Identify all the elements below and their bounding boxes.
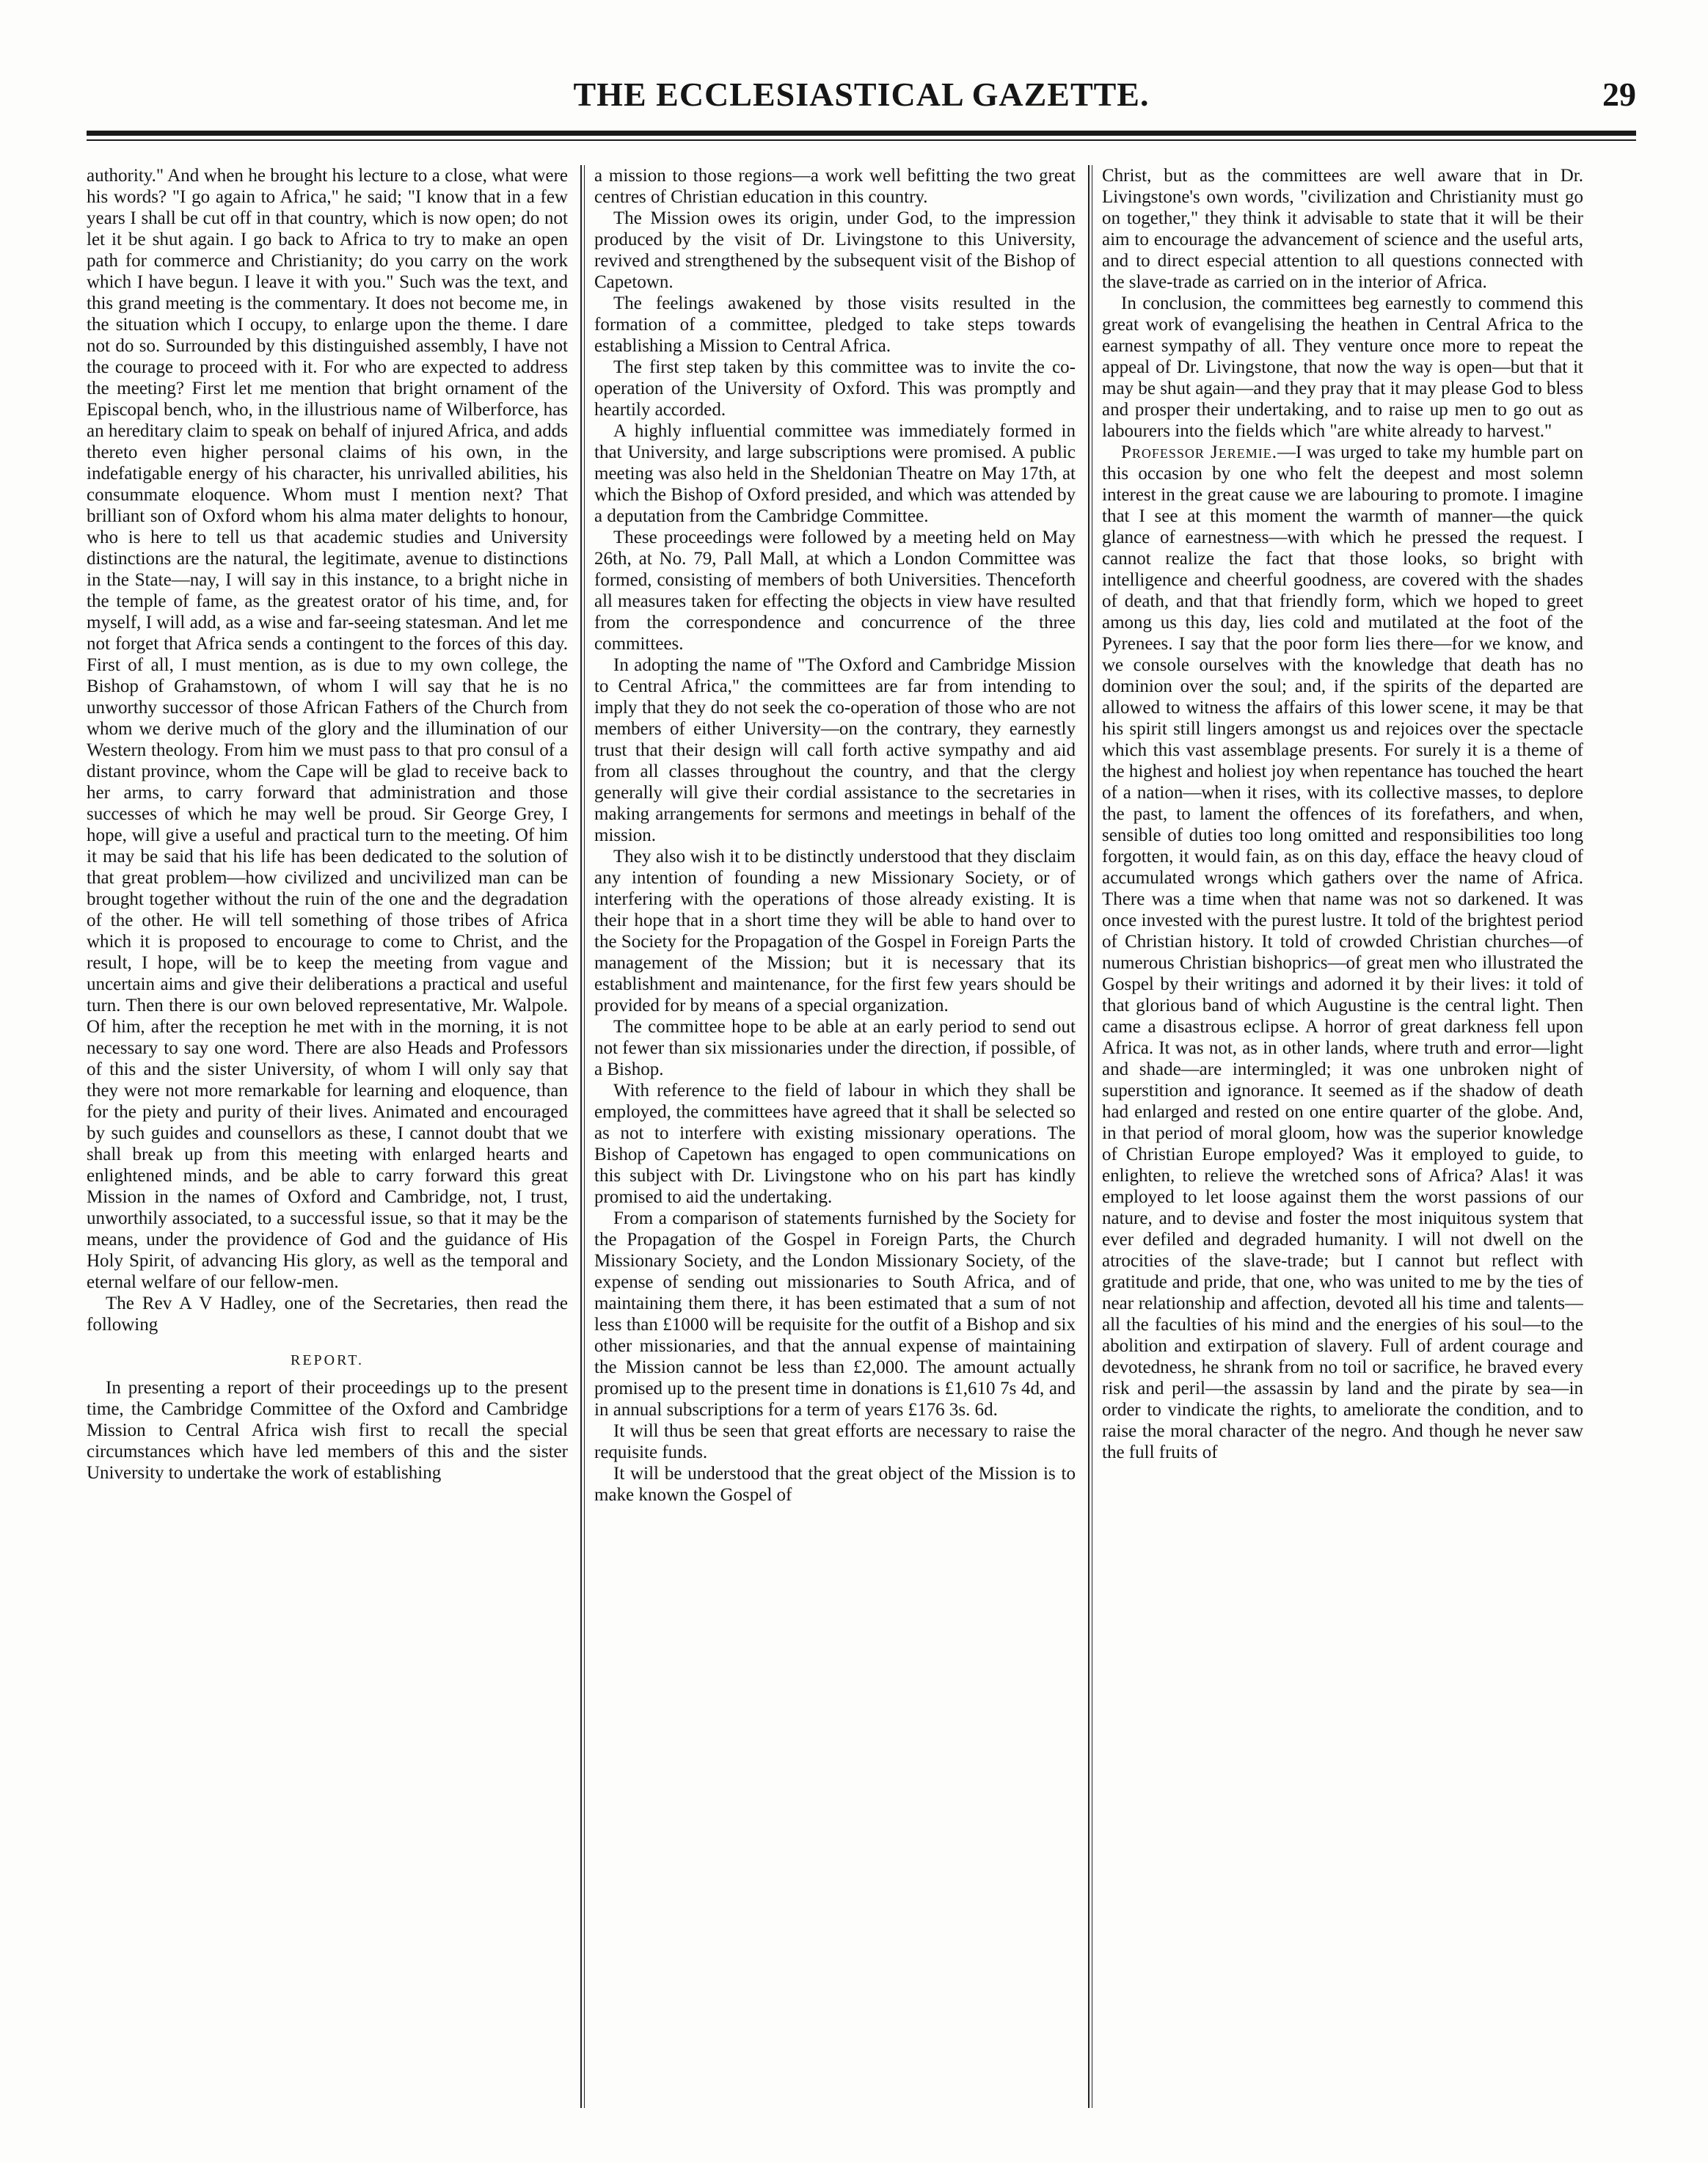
speaker-name: Professor Jeremie. xyxy=(1121,442,1277,462)
paragraph: These proceedings were followed by a meeting held on May 26th, at No. 79, Pall Mall, at which a London Committee was formed, consisting of members of both Universities. Thenceforth all measures taken for effecting the objects in view have resulted from the correspondence and concurrence of the three committees. xyxy=(594,528,1076,654)
paragraph: In adopting the name of "The Oxford and Cambridge Mission to Central Africa," the committees are far from intending to imply that they do not seek the co-operation of those who are not members of either University—on the contrary, they earnestly trust that their design will call forth active sympathy and aid from all classes throughout the country, and that the clergy generally will give their cordial assistance to the secretaries in making arrangements for sermons and meetings in behalf of the mission. xyxy=(594,655,1076,845)
column-middle xyxy=(594,165,1076,2108)
paragraph: With reference to the field of labour in which they shall be employed, the committees have agreed that it shall be selected so as not to interfere with existing missionary operations. The Bishop of Capetown has engaged to open communications on this subject with Dr. Livingstone who on his part has kindly promised to aid the undertaking. xyxy=(594,1081,1076,1207)
column-left xyxy=(87,165,568,2108)
paragraph: The Rev A V Hadley, one of the Secretaries, then read the following xyxy=(87,1294,568,1335)
paragraph: The Mission owes its origin, under God, to the impression produced by the visit of Dr. Livingstone to this University, revived and strengthened by the subsequent visit of the Bishop of Capetown. xyxy=(594,208,1076,292)
paragraph: authority." And when he brought his lecture to a close, what were his words? "I go again to Africa," he said; "I know that in a few years I shall be cut off in that country, which is now open; do not let it be shut again. I go back to Africa to try to make an open path for commerce and Christianity; do you carry on the work which I have begun. I leave it with you." Such was the text, and this grand meeting is the commentary. It does not become me, in the situation which I occupy, to enlarge upon the theme. I dare not do so. Surrounded by this distinguished assembly, I have not the courage to proceed with it. For who are expected to address the meeting? First let me mention that bright ornament of the Episcopal bench, who, in the illustrious name of Wilberforce, has an hereditary claim to speak on behalf of injured Africa, and adds thereto even higher personal claims of his own, in the indefatigable energy of his character, his unrivalled abilities, his consummate eloquence. Whom must I mention next? That brilliant son of Oxford whom his alma mater delights to honour, who is here to tell us that academic studies and University distinctions are the natural, the legitimate, avenue to distinctions in the State—nay, I will say in this instance, to a bright niche in the temple of fame, as the greatest orator of his time, and, for myself, I will add, as a wise and far-seeing statesman. And let me not forget that Africa sends a contingent to the forces of this day. First of all, I must mention, as is due to my own college, the Bishop of Grahamstown, of whom I will say that he is no unworthy successor of those African Fathers of the Church from whom we derive much of the glory and the illumination of our Western theology. From him we must pass to that pro consul of a distant province, whom the Cape will be glad to receive back to her arms, to carry forward that administration and those successes of which he may well be proud. Sir George Grey, I hope, will give a useful and practical turn to the meeting. Of him it may be said that his life has been dedicated to the solution of that great problem—how civilized and uncivilized man can be brought together without the ruin of the one and the degradation of the other. He will tell something of those tribes of Africa which it is proposed to encourage to come to Christ, and the result, I hope, will be to keep the meeting from vague and uncertain aims and give their deliberations a practical and useful turn. Then there is our own beloved representative, Mr. Walpole. Of him, after the reception he met with in the morning, it is not necessary to say one word. There are also Heads and Professors of this and the sister University, of whom I will only say that they were not more remarkable for learning and eloquence, than for the piety and purity of their lives. Animated and encouraged by such guides and counsellors as these, I cannot doubt that we shall break up from this meeting with enlarged hearts and enlightened minds, and be able to carry forward this great Mission in the names of Oxford and Cambridge, not, I trust, unworthily associated, to a successful issue, so that it may be the means, under the providence of God and the guidance of His Holy Spirit, of advancing His glory, as well as the temporal and eternal welfare of our fellow-men. xyxy=(87,166,568,1292)
paragraph xyxy=(1102,442,1583,1463)
paragraph: Christ, but as the committees are well aware that in Dr. Livingstone's own words, "civilization and Christianity must go on together," they think it advisable to state that it will be their aim to encourage the advancement of science and the useful arts, and to direct especial attention to all questions connected with the slave-trade as carried on in the interior of Africa. xyxy=(1102,166,1583,292)
report-heading: REPORT. xyxy=(291,1352,364,1368)
paragraph: From a comparison of statements furnished by the Society for the Propagation of the Gospel in Foreign Parts, the Church Missionary Society, and the London Missionary Society, of the expense of sending out missionaries to South Africa, and of maintaining them there, it has been estimated that a sum of not less than £1000 will be requisite for the outfit of a Bishop and six other missionaries, and that the annual expense of maintaining the Mission cannot be less than £2,000. The amount actually promised up to the present time in donations is £1,610 7s 4d, and in annual subscriptions for a term of years £176 3s. 6d. xyxy=(594,1208,1076,1420)
paragraph: The committee hope to be able at an early period to send out not fewer than six missionaries under the direction, if possible, of a Bishop. xyxy=(594,1017,1076,1079)
masthead-rule-thick xyxy=(87,131,1636,136)
paragraph: It will thus be seen that great efforts are necessary to raise the requisite funds. xyxy=(594,1421,1076,1462)
paragraph: The feelings awakened by those visits resulted in the formation of a committee, pledged to take steps towards establishing a Mission to Central Africa. xyxy=(594,293,1076,356)
paragraph: In presenting a report of their proceedings up to the present time, the Cambridge Committee of the Oxford and Cambridge Mission to Central Africa wish first to recall the special circumstances which have led members of this and the sister University to undertake the work of establishing xyxy=(87,1378,568,1483)
masthead xyxy=(87,70,1636,122)
speech-text: —I was urged to take my humble part on this occasion by one who felt the deepest and most solemn interest in the great cause we are labouring to promote. I imagine that I see at this moment the warmth of manner—the quick glance of earnestness—with which he pressed the request. I cannot realize the fact that those looks, so bright with intelligence and cheerful goodness, are covered with the shades of death, and that that friendly form, which we hoped to greet among us this day, lies cold and mutilated at the foot of the Pyrenees. I say that the poor form lies there—for we know, and we console ourselves with the knowledge that death has no dominion over the soul; and, if the spirits of the departed are allowed to witness the affairs of this lower scene, it may be that his spirit still lingers amongst us and rejoices over the spectacle which this vast assemblage presents. For surely it is a theme of the highest and holiest joy when repentance has touched the heart of a nation—when it rises, with its collective masses, to deplore the past, to lament the offences of its forefathers, and when, sensible of duties too long omitted and responsibilities too long forgotten, it would fain, as on this day, efface the heavy cloud of accumulated wrongs which gathers over the name of Africa. There was a time when that name was not so darkened. It was once invested with the purest lustre. It told of the brightest period of Christian history. It told of crowded Christian churches—of numerous Christian bishoprics—of great men who illustrated the Gospel by their writings and adorned it by their lives: it told of that glorious band of which Augustine is the central light. Then came a disastrous eclipse. A horror of great darkness fell upon Africa. It was not, as in other lands, where truth and error—light and shade—are intermingled; it was one unbroken night of superstition and ignorance. It seemed as if the shadow of death had enlarged and rested on one entire quarter of the globe. And, in that period of moral gloom, how was the superior knowledge of Christian Europe employed? Was it employed to guide, to enlighten, to relieve the wretched sons of Africa? Alas! it was employed to let loose against them the worst passions of our nature, and to devise and foster the most iniquitous system that ever defiled and degraded humanity. I will not dwell on the atrocities of the slave-trade; but I cannot but reflect with gratitude and pride, that one, who was united to me by the ties of near relationship and affection, devoted all his time and talents—all the faculties of his mind and the energies of his soul—to the abolition and extirpation of slavery. Full of ardent courage and devotedness, he shrank from no toil or sacrifice, he braved every risk and peril—the assassin by land and the pirate by sea—in order to vindicate the rights, to ameliorate the condition, and to raise the moral character of the negro. And though he never saw the full fruits of xyxy=(1102,442,1583,1462)
paragraph: a mission to those regions—a work well befitting the two great centres of Christian education in this country. xyxy=(594,166,1076,207)
column-divider xyxy=(580,165,582,2108)
page-number: 29 xyxy=(1602,76,1636,113)
paragraph: In conclusion, the committees beg earnestly to commend this great work of evangelising the heathen in Central Africa to the earnest sympathy of all. They venture once more to repeat the appeal of Dr. Livingstone, that now the way is open—but that it may be shut again—and they pray that it may please God to bless and prosper their undertaking, and to raise up men to go out as labourers into the fields which "are white already to harvest." xyxy=(1102,293,1583,441)
masthead-rule-thin xyxy=(87,139,1636,141)
masthead-title: THE ECCLESIASTICAL GAZETTE. xyxy=(573,76,1150,113)
paragraph: They also wish it to be distinctly understood that they disclaim any intention of founding a new Missionary Society, or of interfering with the operations of those already existing. It is their hope that in a short time they will be able to hand over to the Society for the Propagation of the Gospel in Foreign Parts the management of the Mission; but it is necessary that its establishment and maintenance, for the first few years should be provided for by means of a special organization. xyxy=(594,847,1076,1015)
paragraph: A highly influential committee was immediately formed in that University, and large subscriptions were promised. A public meeting was also held in the Sheldonian Theatre on May 17th, at which the Bishop of Oxford presided, and which was attended by a deputation from the Cambridge Committee. xyxy=(594,421,1076,526)
paragraph: The first step taken by this committee was to invite the co-operation of the University of Oxford. This was promptly and heartily accorded. xyxy=(594,357,1076,420)
paragraph: It will be understood that the great object of the Mission is to make known the Gospel of xyxy=(594,1464,1076,1505)
column-right xyxy=(1102,165,1583,2108)
column-divider xyxy=(1088,165,1090,2108)
